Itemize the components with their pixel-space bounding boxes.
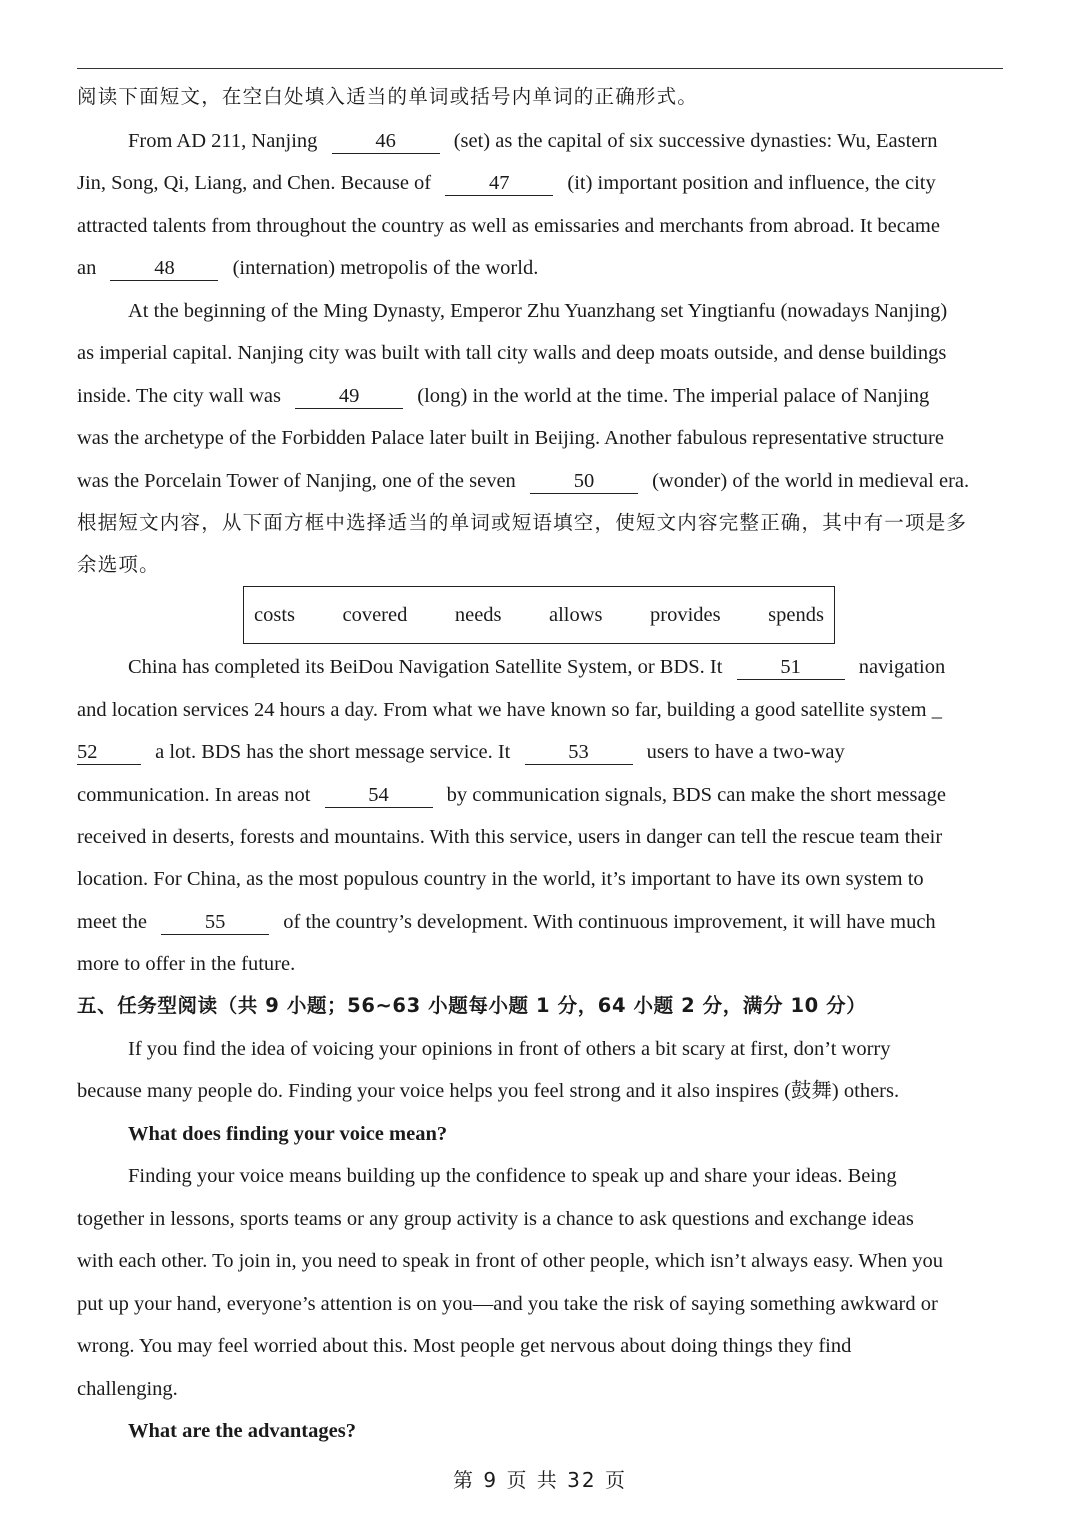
top-rule [77,68,1003,69]
section5-body-line3: with each other. To join in, you need to speak in front of other people, which isn’t always easy. When you [77,1250,944,1272]
section5-body-line5: wrong. You may feel worried about this. Most people get nervous about doing things they find [77,1335,852,1357]
blank-48[interactable]: 48 [110,258,218,281]
passage1-p2-line5: was the Porcelain Tower of Nanjing, one of the seven 50 (wonder) of the world in medieval era. [77,470,970,492]
wordbox-instructions-line2: 余选项。 [77,553,160,576]
passage2-line1: China has completed its BeiDou Navigation Satellite System, or BDS. It 51 navigation [128,656,946,678]
passage1-line3: attracted talents from throughout the country as well as emissaries and merchants from abroad. It became [77,215,940,237]
passage2-line7: meet the 55 of the country’s development. With continuous improvement, it will have much [77,911,936,933]
passage1-p2-line2: as imperial capital. Nanjing city was built with tall city walls and deep moats outside, and dense buildings [77,342,947,364]
passage1-line2: Jin, Song, Qi, Liang, and Chen. Because of 47 (it) important position and influence, the city [77,172,936,194]
section5-body-line1: Finding your voice means building up the confidence to speak up and share your ideas. Being [128,1165,897,1187]
passage2-line4: communication. In areas not 54 by communication signals, BDS can make the short message [77,784,946,806]
word-option: allows [549,603,603,626]
section5-body-line4: put up your hand, everyone’s attention is on you—and you take the risk of saying something awkward or [77,1293,938,1315]
passage2-line2: and location services 24 hours a day. From what we have known so far, building a good satellite system _ [77,699,942,721]
word-option: spends [768,603,824,626]
section5-subheading-2: What are the advantages? [128,1420,356,1442]
passage2-line3: 52 a lot. BDS has the short message service. It 53 users to have a two-way [77,741,845,763]
word-option: provides [650,603,721,626]
word-options-box [243,586,835,644]
page-footer: 第 9 页 共 32 页 [453,1468,627,1492]
passage1-line4: an 48 (internation) metropolis of the world. [77,257,539,279]
section5-body-line2: together in lessons, sports teams or any group activity is a chance to ask questions and exchange ideas [77,1208,914,1230]
blank-51[interactable]: 51 [737,657,845,680]
section5-intro-line1: If you find the idea of voicing your opinions in front of others a bit scary at first, don’t worry [128,1038,891,1060]
word-option: costs [254,603,295,626]
section5-heading: 五、任务型阅读（共 9 小题；56~63 小题每小题 1 分，64 小题 2 分，满分 10 分） [77,994,867,1017]
blank-53[interactable]: 53 [525,742,633,765]
passage2-line6: location. For China, as the most populous country in the world, it’s important to have its own system to [77,868,924,890]
passage1-p2-line1: At the beginning of the Ming Dynasty, Emperor Zhu Yuanzhang set Yingtianfu (nowadays Nanjing) [128,300,948,322]
blank-47[interactable]: 47 [445,173,553,196]
blank-52[interactable]: 52 [77,742,141,765]
passage2-line8: more to offer in the future. [77,953,296,975]
section5-body-line6: challenging. [77,1378,178,1400]
word-option: covered [342,603,408,626]
blank-50[interactable]: 50 [530,471,638,494]
passage1-p2-line3: inside. The city wall was 49 (long) in the world at the time. The imperial palace of Nanjing [77,385,930,407]
blank-49[interactable]: 49 [295,386,403,409]
wordbox-instructions-line1: 根据短文内容，从下面方框中选择适当的单词或短语填空，使短文内容完整正确，其中有一项是多 [77,511,968,534]
blank-54[interactable]: 54 [325,785,433,808]
word-option: needs [454,603,502,626]
section5-intro-line2: because many people do. Finding your voice helps you feel strong and it also inspires (鼓舞) others. [77,1080,900,1102]
blank-55[interactable]: 55 [161,912,269,935]
passage1-line1: From AD 211, Nanjing 46 (set) as the capital of six successive dynasties: Wu, Eastern [128,130,938,152]
passage1-p2-line4: was the archetype of the Forbidden Palace later built in Beijing. Another fabulous representative structure [77,427,944,449]
passage2-line5: received in deserts, forests and mountains. With this service, users in danger can tell the rescue team their [77,826,943,848]
section5-subheading-1: What does finding your voice mean? [128,1123,448,1145]
grammar-instructions: 阅读下面短文，在空白处填入适当的单词或括号内单词的正确形式。 [77,85,699,108]
blank-46[interactable]: 46 [332,131,440,154]
